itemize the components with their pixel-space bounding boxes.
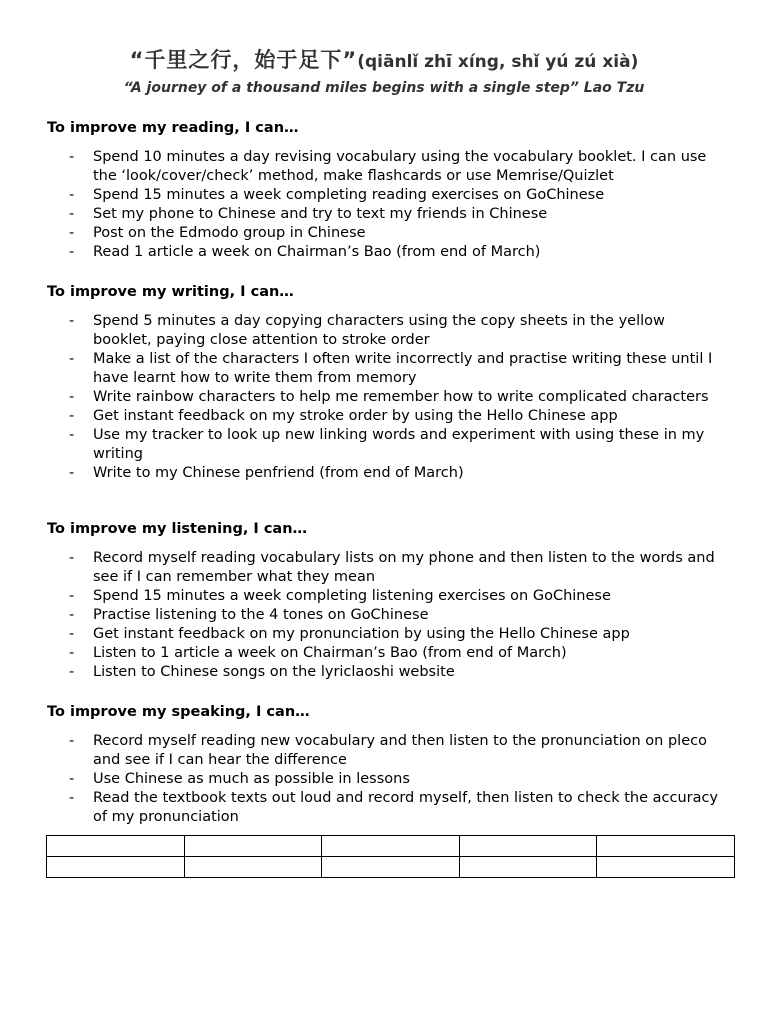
list-dash: - <box>69 626 75 642</box>
page-title <box>0 44 768 74</box>
writing-heading: To improve my writing, I can… <box>47 284 294 300</box>
table-cell <box>184 836 322 857</box>
list-item-text: Set my phone to Chinese and try to text my friends in Chinese <box>93 206 548 222</box>
list-dash: - <box>69 187 75 203</box>
list-item-text: Listen to Chinese songs on the lyriclaoshi website <box>93 664 455 680</box>
list-dash: - <box>69 588 75 604</box>
list-item <box>0 644 725 663</box>
list-item-text: Write rainbow characters to help me remember how to write complicated characters <box>93 389 709 405</box>
list-item <box>0 186 725 205</box>
list-dash: - <box>69 206 75 222</box>
list-item-text: Use Chinese as much as possible in lessons <box>93 771 410 787</box>
list-item <box>0 606 725 625</box>
list-item <box>0 243 725 262</box>
speaking-heading: To improve my speaking, I can… <box>47 704 310 720</box>
table-cell <box>597 836 735 857</box>
list-dash: - <box>69 389 75 405</box>
reading-heading: To improve my reading, I can… <box>47 120 299 136</box>
list-item <box>0 224 725 243</box>
list-item-text: Read 1 article a week on Chairman’s Bao (from end of March) <box>93 244 541 260</box>
table-cell <box>459 836 597 857</box>
list-item <box>0 587 725 606</box>
list-item-text: Record myself reading vocabulary lists on my phone and then listen to the words and see if I can remember what they mean <box>93 550 715 585</box>
list-item-text: Make a list of the characters I often write incorrectly and practise writing these until I have learnt how to write them from memory <box>93 351 713 386</box>
list-item <box>0 426 725 464</box>
list-item <box>0 312 725 350</box>
list-item <box>0 407 725 426</box>
reading-list <box>0 148 768 262</box>
speaking-list <box>0 732 768 827</box>
table-cell <box>459 857 597 878</box>
list-dash: - <box>69 225 75 241</box>
table-cell <box>322 836 460 857</box>
list-item <box>0 789 725 827</box>
list-item <box>0 625 725 644</box>
writing-list <box>0 312 768 483</box>
list-dash: - <box>69 427 75 443</box>
list-item <box>0 464 725 483</box>
table-cell <box>47 836 185 857</box>
title-pinyin: (qiānlǐ zhī xíng, shǐ yú zú xià) <box>357 52 639 72</box>
list-item <box>0 770 725 789</box>
subtitle-quote: “A journey of a thousand miles begins with a single step” Lao Tzu <box>123 80 645 96</box>
list-item-text: Spend 5 minutes a day copying characters using the copy sheets in the yellow booklet, paying close attention to stroke order <box>93 313 665 348</box>
list-item-text: Read the textbook texts out loud and record myself, then listen to check the accuracy of my pronunciation <box>93 790 719 825</box>
listening-list <box>0 549 768 682</box>
list-dash: - <box>69 351 75 367</box>
title-chinese-proverb: “千里之行，始于足下” <box>129 48 358 72</box>
list-item-text: Practise listening to the 4 tones on GoChinese <box>93 607 429 623</box>
listening-heading: To improve my listening, I can… <box>47 521 308 537</box>
list-item <box>0 350 725 388</box>
list-dash: - <box>69 408 75 424</box>
list-item-text: Get instant feedback on my pronunciation by using the Hello Chinese app <box>93 626 630 642</box>
list-item <box>0 549 725 587</box>
list-dash: - <box>69 149 75 165</box>
table-cell <box>322 857 460 878</box>
list-dash: - <box>69 550 75 566</box>
list-dash: - <box>69 733 75 749</box>
list-item-text: Get instant feedback on my stroke order by using the Hello Chinese app <box>93 408 618 424</box>
table-row <box>47 857 735 878</box>
list-item <box>0 148 725 186</box>
list-item <box>0 388 725 407</box>
tracker-table <box>46 835 735 878</box>
list-item-text: Record myself reading new vocabulary and then listen to the pronunciation on pleco and see if I can hear the difference <box>93 733 707 768</box>
list-dash: - <box>69 645 75 661</box>
list-item-text: Write to my Chinese penfriend (from end of March) <box>93 465 464 481</box>
table-row <box>47 836 735 857</box>
list-item-text: Spend 10 minutes a day revising vocabulary using the vocabulary booklet. I can use the ‘look/cover/check’ method, make flashcards or use Memrise/Quizlet <box>93 149 707 184</box>
list-dash: - <box>69 664 75 680</box>
list-item-text: Spend 15 minutes a week completing reading exercises on GoChinese <box>93 187 605 203</box>
table-cell <box>184 857 322 878</box>
list-dash: - <box>69 244 75 260</box>
list-item <box>0 663 725 682</box>
list-item-text: Use my tracker to look up new linking words and experiment with using these in my writing <box>93 427 705 462</box>
list-item <box>0 732 725 770</box>
list-item <box>0 205 725 224</box>
list-dash: - <box>69 465 75 481</box>
list-dash: - <box>69 313 75 329</box>
list-item-text: Post on the Edmodo group in Chinese <box>93 225 366 241</box>
list-dash: - <box>69 607 75 623</box>
list-item-text: Spend 15 minutes a week completing listening exercises on GoChinese <box>93 588 611 604</box>
list-item-text: Listen to 1 article a week on Chairman’s Bao (from end of March) <box>93 645 567 661</box>
list-dash: - <box>69 771 75 787</box>
table-cell <box>47 857 185 878</box>
table-cell <box>597 857 735 878</box>
list-dash: - <box>69 790 75 806</box>
